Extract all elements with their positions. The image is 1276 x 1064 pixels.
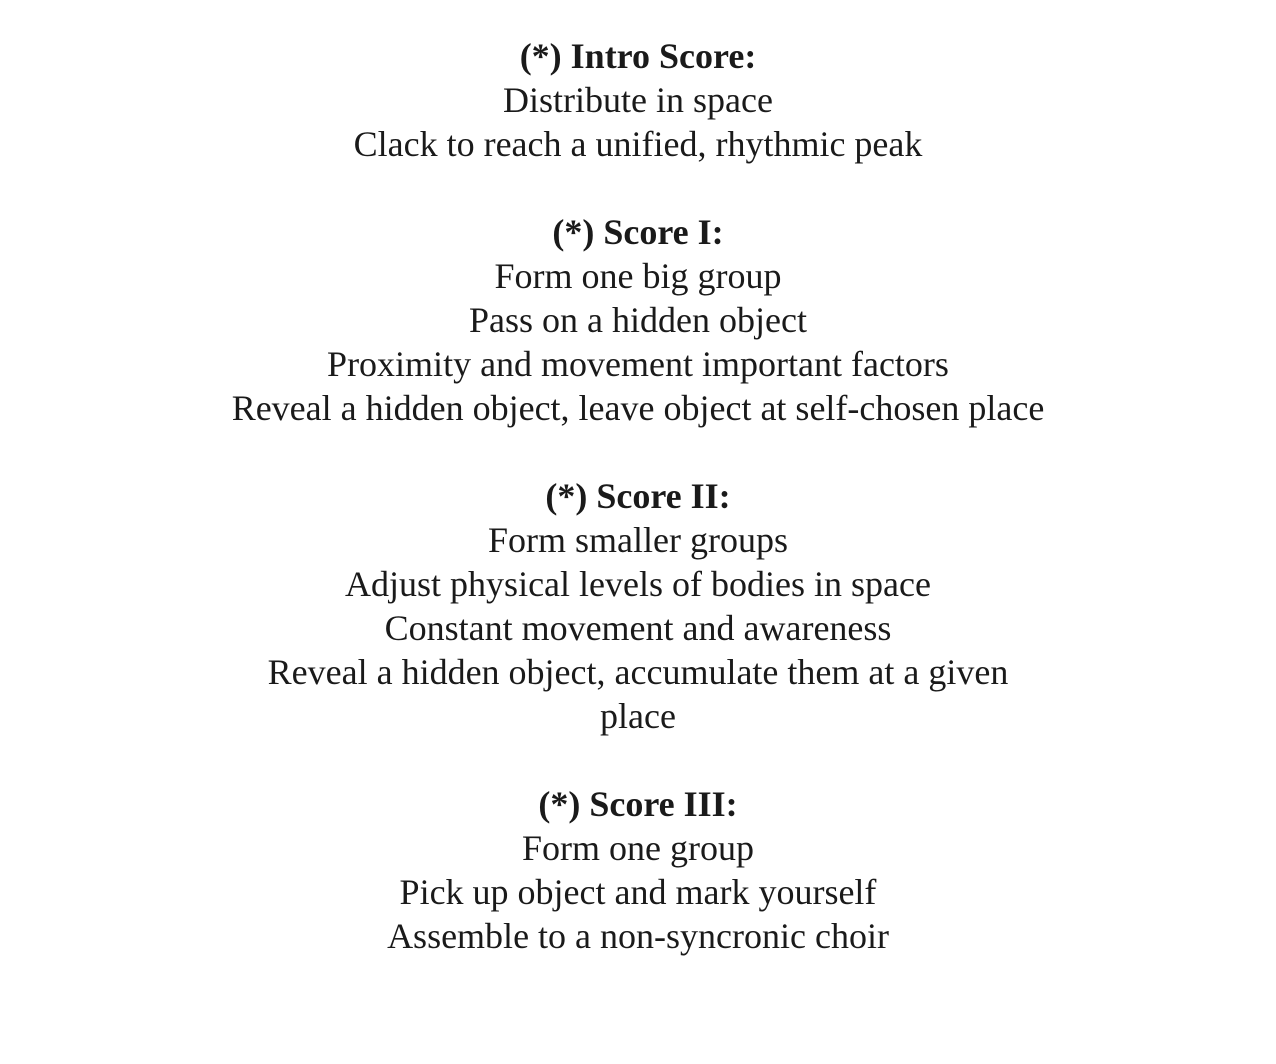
section-title: (*) Score III:	[538, 784, 738, 824]
score-line: Form one group	[522, 828, 754, 868]
score-line: Adjust physical levels of bodies in space	[345, 564, 931, 604]
score-line: Assemble to a non-syncronic choir	[387, 916, 889, 956]
section-title: (*) Score I:	[552, 212, 724, 252]
score-line: Form one big group	[494, 256, 782, 296]
section-score-3	[0, 782, 1276, 958]
score-line: Form smaller groups	[488, 520, 788, 560]
section-intro-score	[0, 34, 1276, 166]
score-line: Proximity and movement important factors	[327, 344, 949, 384]
score-line: Pick up object and mark yourself	[399, 872, 877, 912]
score-line: Distribute in space	[503, 80, 773, 120]
section-score-1	[0, 210, 1276, 430]
score-line: Pass on a hidden object	[469, 300, 807, 340]
score-line: Reveal a hidden object, accumulate them at a given	[267, 652, 1009, 692]
score-line: place	[600, 696, 676, 736]
score-line: Reveal a hidden object, leave object at self-chosen place	[231, 388, 1045, 428]
section-title: (*) Intro Score:	[519, 36, 757, 76]
section-score-2	[0, 474, 1276, 738]
score-line: Clack to reach a unified, rhythmic peak	[353, 124, 923, 164]
score-line: Constant movement and awareness	[384, 608, 892, 648]
section-title: (*) Score II:	[545, 476, 731, 516]
